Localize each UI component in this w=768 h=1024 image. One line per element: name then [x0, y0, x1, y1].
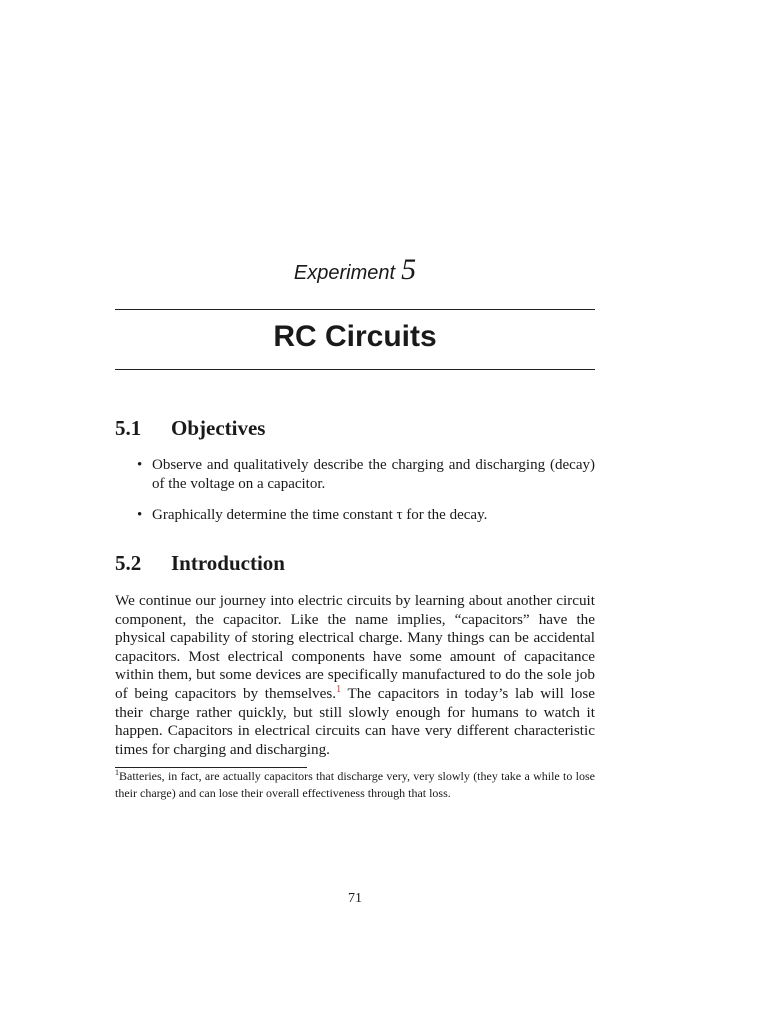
section-heading-objectives	[115, 416, 265, 441]
chapter-label-word: Experiment	[293, 262, 396, 284]
page-number: 71	[348, 891, 362, 906]
section-number: 5.2	[115, 551, 142, 575]
chapter-number: 5	[401, 253, 417, 286]
objectives-list	[115, 456, 595, 537]
chapter-label	[0, 253, 710, 287]
list-item	[115, 456, 595, 494]
footnote-link[interactable]: 1	[336, 683, 342, 695]
section-title: Introduction	[171, 551, 285, 575]
list-item-text: Graphically determine the time constant τ for the decay.	[152, 507, 488, 523]
bullet-icon: •	[137, 507, 143, 523]
footnote	[115, 768, 595, 802]
paragraph-text: The capacitors in today’s lab will lose their charge rather quickly, but still slowly enough for humans to watch it happen. Capacitors in electrical circuits can have very different characteristic times for charging and discharging.	[115, 684, 595, 758]
paragraph-text: We continue our journey into electric circuits by learning about another circuit component, the capacitor. Like the name implies, “capacitors” have the physical capability of storing electrical charge. Many things can be accidental capacitors. Most electrical components have some amount of capacitance within them, but some devices are specifically manufactured to do the sole job of being capacitors by themselves.	[115, 592, 595, 702]
list-item-text: Observe and qualitatively describe the charging and discharging (decay) of the voltage on a capacitor.	[152, 457, 595, 492]
title-rule-bottom	[115, 369, 595, 370]
title-rule-top	[115, 309, 595, 310]
section-title: Objectives	[171, 416, 266, 440]
footnote-number: 1	[115, 768, 119, 777]
list-item	[115, 506, 595, 525]
bullet-icon: •	[137, 457, 143, 473]
section-heading-introduction	[115, 551, 285, 576]
chapter-title: RC Circuits	[273, 320, 437, 353]
footnote-text: Batteries, in fact, are actually capacitors that discharge very, very slowly (they take a while to lose their charge) and can lose their overall effectiveness through that loss.	[115, 769, 595, 800]
section-number: 5.1	[115, 416, 142, 440]
introduction-paragraph	[115, 592, 595, 759]
